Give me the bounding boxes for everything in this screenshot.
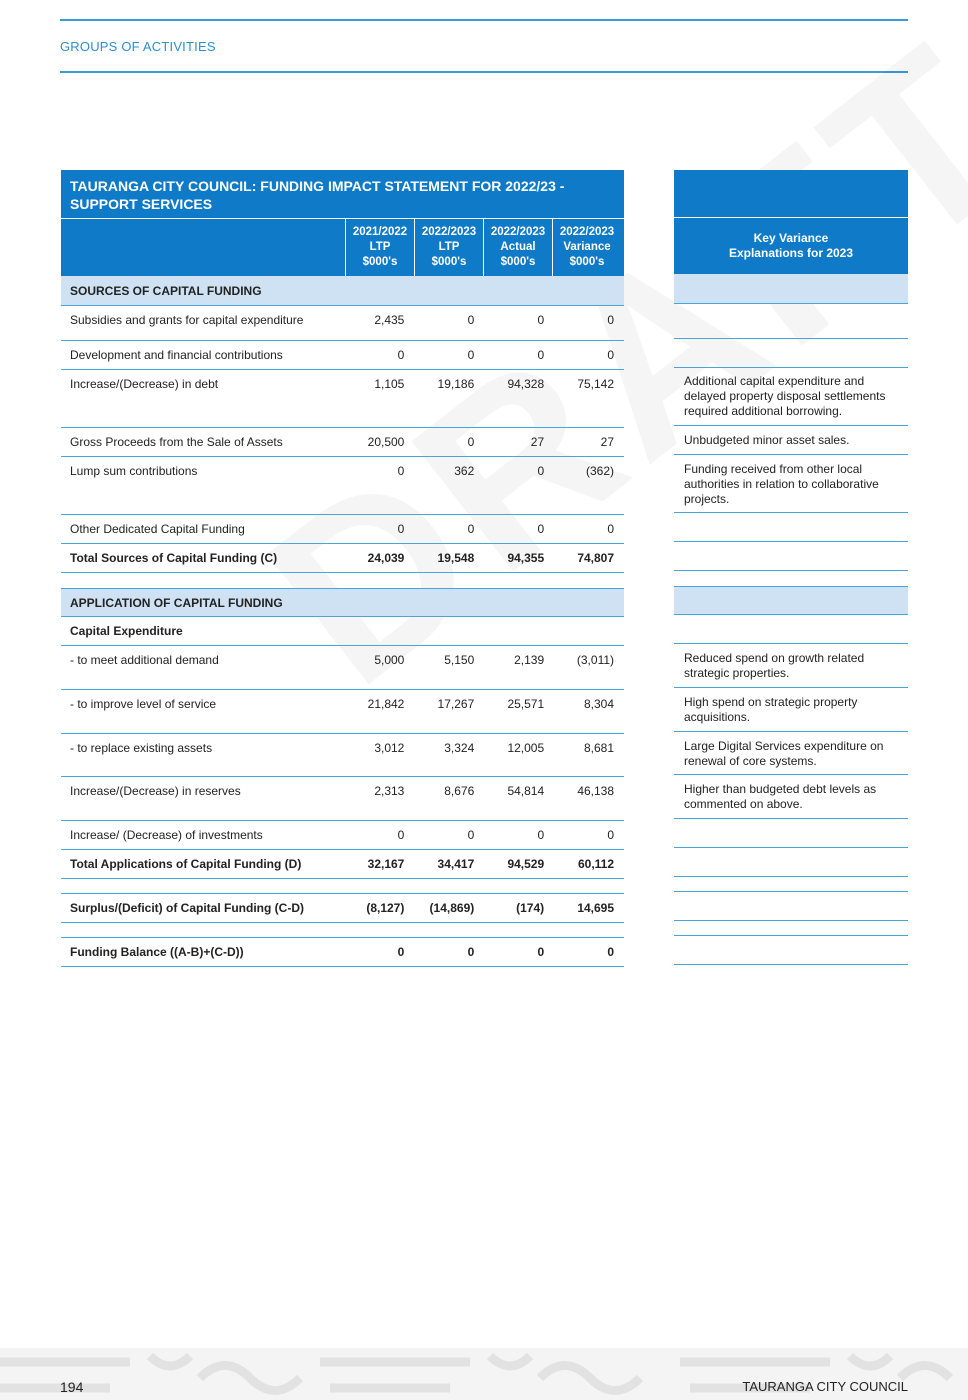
table-row: Gross Proceeds from the Sale of Assets 20,500 0 27 27 bbox=[61, 428, 624, 457]
variance-note-lump-sum: Funding received from other local authorities in relation to collaborative projects. bbox=[674, 455, 908, 513]
table-row: Subsidies and grants for capital expenditure 2,435 0 0 0 bbox=[61, 306, 624, 341]
variance-row bbox=[674, 848, 908, 877]
variance-note-replace: Large Digital Services expenditure on renewal of core systems. bbox=[674, 732, 908, 775]
variance-title-bar bbox=[674, 170, 908, 217]
variance-note-demand: Reduced spend on growth related strategic properties. bbox=[674, 644, 908, 688]
column-header-ltp-2022: 2022/2023 LTP $000's bbox=[414, 219, 483, 276]
key-variance-table bbox=[674, 170, 908, 965]
table-spacer-row bbox=[61, 879, 624, 894]
table-row: Development and financial contributions 0 0 0 0 bbox=[61, 341, 624, 370]
page-number: 194 bbox=[60, 1379, 84, 1395]
table-row-total-applications: Total Applications of Capital Funding (D) 32,167 34,417 94,529 60,112 bbox=[61, 850, 624, 879]
column-header-actual-2022: 2022/2023 Actual $000's bbox=[483, 219, 552, 276]
variance-note-service: High spend on strategic property acquisitions. bbox=[674, 688, 908, 732]
table-row: Other Dedicated Capital Funding 0 0 0 0 bbox=[61, 515, 624, 544]
section-title: GROUPS OF ACTIVITIES bbox=[60, 39, 216, 54]
variance-row bbox=[674, 921, 908, 936]
table-title-line-1: TAURANGA CITY COUNCIL: FUNDING IMPACT STATEMENT FOR 2022/23 - bbox=[70, 178, 565, 194]
variance-note-reserves: Higher than budgeted debt levels as commented on above. bbox=[674, 775, 908, 819]
table-row: Lump sum contributions 0 362 0 (362) bbox=[61, 457, 624, 515]
variance-row bbox=[674, 936, 908, 965]
variance-row bbox=[674, 339, 908, 368]
variance-section-application bbox=[674, 586, 908, 615]
variance-row bbox=[674, 615, 908, 644]
table-row-funding-balance: Funding Balance ((A-B)+(C-D)) 0 0 0 0 bbox=[61, 938, 624, 967]
variance-note-sale: Unbudgeted minor asset sales. bbox=[674, 426, 908, 455]
variance-row bbox=[674, 513, 908, 542]
variance-row bbox=[674, 877, 908, 892]
variance-row bbox=[674, 892, 908, 921]
variance-note-debt: Additional capital expenditure and delayed property disposal settlements required additional borrowing. bbox=[674, 368, 908, 426]
table-section-sources: SOURCES OF CAPITAL FUNDING bbox=[61, 276, 624, 306]
column-header-ltp-2021: 2021/2022 LTP $000's bbox=[345, 219, 414, 276]
table-spacer-row bbox=[61, 923, 624, 938]
table-row-total-sources: Total Sources of Capital Funding (C) 24,039 19,548 94,355 74,807 bbox=[61, 544, 624, 573]
funding-impact-table bbox=[61, 170, 624, 967]
header-bottom-rule bbox=[60, 71, 908, 73]
table-row: Increase/(Decrease) in reserves 2,313 8,676 54,814 46,138 bbox=[61, 777, 624, 821]
table-row: - to improve level of service 21,842 17,267 25,571 8,304 bbox=[61, 690, 624, 734]
column-headers bbox=[61, 218, 624, 276]
variance-row bbox=[674, 819, 908, 848]
footer-organisation: TAURANGA CITY COUNCIL bbox=[742, 1379, 908, 1394]
table-row: Increase/ (Decrease) of investments 0 0 0 0 bbox=[61, 821, 624, 850]
variance-column-header: Key Variance Explanations for 2023 bbox=[674, 217, 908, 274]
variance-section-sources bbox=[674, 274, 908, 304]
column-header-variance-2022: 2022/2023 Variance $000's bbox=[552, 219, 621, 276]
variance-row bbox=[674, 542, 908, 571]
table-row: - to replace existing assets 3,012 3,324 12,005 8,681 bbox=[61, 734, 624, 777]
variance-row bbox=[674, 304, 908, 339]
table-title bbox=[61, 170, 624, 218]
table-title-line-2: SUPPORT SERVICES bbox=[70, 196, 213, 212]
table-section-application: APPLICATION OF CAPITAL FUNDING bbox=[61, 588, 624, 617]
table-row: Increase/(Decrease) in debt 1,105 19,186 94,328 75,142 bbox=[61, 370, 624, 428]
table-row: - to meet additional demand 5,000 5,150 2,139 (3,011) bbox=[61, 646, 624, 690]
table-row-surplus: Surplus/(Deficit) of Capital Funding (C-D) (8,127) (14,869) (174) 14,695 bbox=[61, 894, 624, 923]
header-top-rule bbox=[60, 19, 908, 21]
table-subsection-capex: Capital Expenditure bbox=[61, 617, 624, 646]
